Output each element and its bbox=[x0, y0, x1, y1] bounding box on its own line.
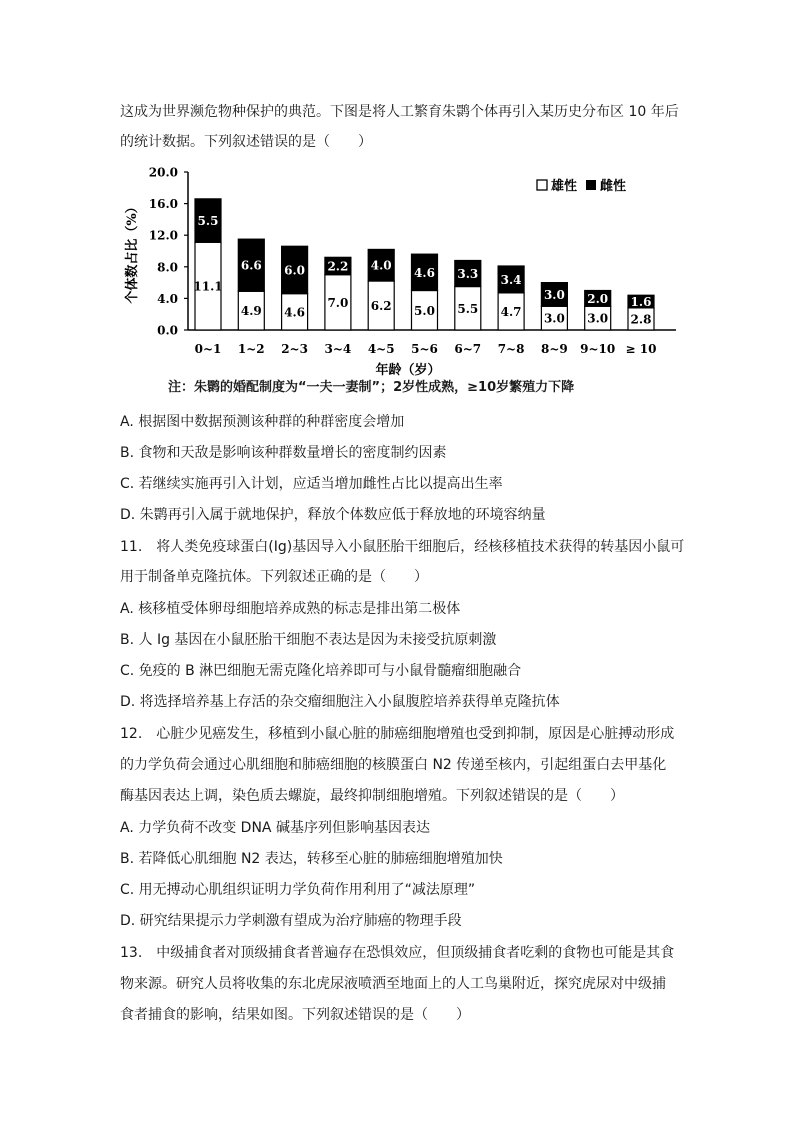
data-label-female: 2.2 bbox=[327, 259, 349, 274]
data-label-female: 1.6 bbox=[630, 295, 652, 310]
x-tick-label: 6~7 bbox=[454, 342, 482, 356]
data-label-male: 5.5 bbox=[457, 301, 479, 316]
q11-stem-line-2: 用于制备单克隆抗体。下列叙述正确的是（ ） bbox=[120, 569, 428, 585]
y-tick-label: 4.0 bbox=[157, 291, 178, 306]
x-tick-label: 8~9 bbox=[541, 342, 568, 356]
x-tick-label: 4~5 bbox=[367, 342, 395, 356]
q11-stem-line-1: 11. 将人类免疫球蛋白(Ig)基因导入小鼠胚胎干细胞后，经核移植技术获得的转基因小鼠可 bbox=[120, 539, 685, 555]
data-label-female: 4.6 bbox=[414, 265, 435, 280]
data-label-male: 5.0 bbox=[414, 303, 435, 318]
y-tick-label: 0.0 bbox=[157, 323, 178, 338]
x-tick-label: 5~6 bbox=[411, 342, 438, 356]
chart-svg bbox=[120, 160, 680, 400]
q13-stem-line-2: 物来源。研究人员将收集的东北虎尿液喷洒至地面上的人工鸟巢附近，探究虎尿对中级捕 bbox=[120, 976, 666, 992]
x-tick-label: 0~1 bbox=[194, 342, 222, 356]
data-label-female: 6.0 bbox=[284, 263, 306, 278]
data-label-male: 4.9 bbox=[240, 304, 262, 319]
y-tick-label: 12.0 bbox=[148, 228, 178, 243]
q12-option-b: B. 若降低心肌细胞 N2 表达，转移至心脏的肺癌细胞增殖加快 bbox=[120, 851, 503, 867]
intro-line-2: 的统计数据。下列叙述错误的是（ ） bbox=[120, 134, 372, 150]
legend-female-label: 雌性 bbox=[600, 179, 627, 194]
q10-option-d: D. 朱鹮再引入属于就地保护，释放个体数应低于释放地的环境容纳量 bbox=[120, 507, 546, 523]
legend-male-label: 雄性 bbox=[551, 179, 578, 194]
data-label-female: 2.0 bbox=[587, 291, 609, 306]
data-label-female: 3.0 bbox=[543, 287, 565, 302]
data-label-male: 7.0 bbox=[327, 295, 349, 310]
legend-female-swatch bbox=[586, 180, 596, 190]
x-tick-label: 3~4 bbox=[324, 342, 352, 356]
data-label-female: 4.0 bbox=[370, 258, 392, 273]
q11-option-a: A. 核移植受体卵母细胞培养成熟的标志是排出第二极体 bbox=[120, 601, 461, 617]
q12-option-a: A. 力学负荷不改变 DNA 碱基序列但影响基因表达 bbox=[120, 820, 430, 836]
data-label-male: 11.1 bbox=[193, 279, 223, 294]
q10-option-c: C. 若继续实施再引入计划，应适当增加雌性占比以提高出生率 bbox=[120, 476, 503, 492]
data-label-female: 3.4 bbox=[500, 272, 522, 287]
y-axis-label: 个体数占比（%） bbox=[125, 200, 140, 304]
q12-option-c: C. 用无搏动心肌组织证明力学负荷作用利用了“减法原理” bbox=[120, 882, 476, 898]
y-tick-label: 20.0 bbox=[148, 165, 178, 180]
data-label-female: 3.3 bbox=[457, 267, 479, 282]
data-label-female: 6.6 bbox=[240, 258, 262, 273]
q12-stem-line-2: 的力学负荷会通过心肌细胞和肺癌细胞的核膜蛋白 N2 传递至核内，引起组蛋白去甲基化 bbox=[120, 757, 667, 773]
q12-option-d: D. 研究结果提示力学刺激有望成为治疗肺癌的物理手段 bbox=[120, 913, 462, 929]
data-label-male: 4.6 bbox=[284, 305, 306, 320]
q11-option-c: C. 免疫的 B 淋巴细胞无需克隆化培养即可与小鼠骨髓瘤细胞融合 bbox=[120, 663, 522, 679]
q11-option-b: B. 人 Ig 基因在小鼠胚胎干细胞不表达是因为未接受抗原刺激 bbox=[120, 632, 497, 648]
x-ticks bbox=[195, 342, 657, 356]
x-axis-label: 年龄（岁） bbox=[375, 363, 441, 378]
chart-note: 注：朱鹮的婚配制度为“一夫一妻制”；2岁性成熟，≥10岁繁殖力下降 bbox=[168, 380, 575, 395]
data-label-male: 3.0 bbox=[543, 311, 565, 326]
q13-stem-line-1: 13. 中级捕食者对顶级捕食者普遍存在恐惧效应，但顶级捕食者吃剩的食物也可能是其食 bbox=[120, 945, 675, 961]
data-label-male: 3.0 bbox=[587, 311, 609, 326]
x-tick-label: 7~8 bbox=[497, 342, 525, 356]
legend-male-swatch bbox=[537, 180, 547, 190]
data-label-female: 5.5 bbox=[197, 214, 219, 229]
x-tick-label: ≥ 10 bbox=[625, 342, 657, 356]
q11-option-d: D. 将选择培养基上存活的杂交瘤细胞注入小鼠腹腔培养获得单克隆抗体 bbox=[120, 694, 560, 710]
data-label-male: 2.8 bbox=[630, 312, 652, 327]
x-tick-label: 9~10 bbox=[580, 342, 616, 356]
age-structure-chart bbox=[120, 160, 680, 400]
q10-option-b: B. 食物和天敌是影响该种群数量增长的密度制约因素 bbox=[120, 445, 447, 461]
q12-stem-line-1: 12. 心脏少见癌发生，移植到小鼠心脏的肺癌细胞增殖也受到抑制，原因是心脏搏动形成 bbox=[120, 726, 675, 742]
x-tick-label: 1~2 bbox=[237, 342, 265, 356]
y-tick-label: 16.0 bbox=[148, 197, 178, 212]
q13-stem-line-3: 食者捕食的影响，结果如图。下列叙述错误的是（ ） bbox=[120, 1007, 470, 1023]
data-label-male: 4.7 bbox=[500, 304, 522, 319]
intro-line-1: 这成为世界濒危物种保护的典范。下图是将人工繁育朱鹮个体再引入某历史分布区 10 年后 bbox=[120, 104, 679, 120]
q10-option-a: A. 根据图中数据预测该种群的种群密度会增加 bbox=[120, 414, 405, 430]
x-tick-label: 2~3 bbox=[281, 342, 308, 356]
y-tick-label: 8.0 bbox=[157, 260, 178, 275]
q12-stem-line-3: 酶基因表达上调，染色质去螺旋，最终抑制细胞增殖。下列叙述错误的是（ ） bbox=[120, 788, 624, 804]
data-label-male: 6.2 bbox=[370, 299, 392, 314]
